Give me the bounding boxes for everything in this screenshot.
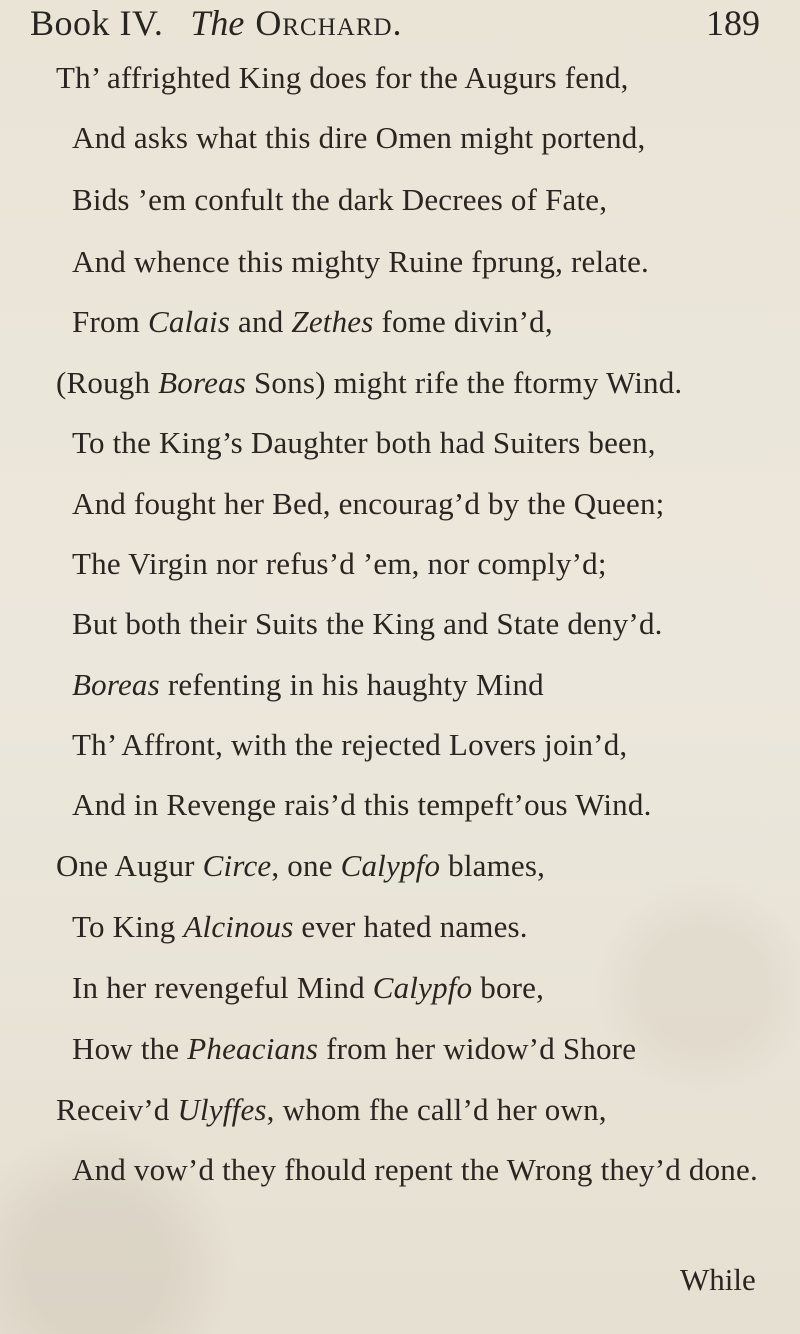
poem-line [56, 60, 629, 96]
header-left [30, 2, 403, 44]
running-header [30, 2, 790, 44]
poem-line [72, 425, 656, 461]
line-text: And in Revenge rais’d this tempeft’ous Wind. [72, 787, 652, 822]
line-text: , whom fhe call’d her own, [266, 1092, 607, 1127]
running-title-word: The [190, 3, 245, 43]
line-text: Th’ affrighted King does for the Augurs fend, [56, 60, 629, 95]
poem-line [72, 244, 649, 280]
line-text: And whence this mighty Ruine fprung, relate. [72, 244, 650, 279]
line-text: To King [72, 909, 184, 944]
line-text: But both their Suits the King and State deny’d. [72, 606, 663, 641]
line-text: From [72, 304, 148, 339]
line-text: In her revengeful Mind [72, 970, 373, 1005]
poem-line [72, 727, 627, 763]
italic-name: Boreas [158, 365, 247, 400]
poem-line [72, 909, 528, 945]
poem-line [72, 606, 663, 642]
line-text: (Rough [56, 365, 159, 400]
poem-line [72, 182, 607, 218]
page-number: 189 [706, 3, 760, 43]
italic-name: Boreas [72, 667, 160, 702]
poem-line [72, 120, 645, 156]
poem-line [72, 1152, 758, 1188]
poem-line [56, 365, 682, 401]
line-text: And fought her Bed, encourag’d by the Queen; [72, 486, 665, 521]
line-text: ever hated names. [293, 909, 528, 944]
poem-line [72, 667, 544, 703]
poem-line [72, 546, 607, 582]
line-text: Sons) might rife the ftormy Wind. [246, 365, 683, 400]
poem-line [72, 970, 544, 1006]
italic-name: Pheacians [187, 1031, 319, 1066]
line-text: Receiv’d [56, 1092, 178, 1127]
line-text: fome divin’d, [373, 304, 553, 339]
line-text: refenting in his haughty Mind [159, 667, 544, 702]
poem-line [56, 1092, 607, 1128]
poem-line [72, 787, 652, 823]
line-text: from her widow’d Shore [318, 1031, 637, 1066]
line-text: And asks what this dire Omen might portend, [72, 120, 646, 155]
italic-name: Calypfo [340, 848, 441, 883]
poem-line [72, 486, 664, 522]
poem-line [72, 1031, 636, 1067]
running-title-name: Orchard. [255, 3, 403, 43]
poem-line [72, 304, 553, 340]
line-text: The Virgin nor refus’d ’em, nor comply’d; [72, 546, 607, 581]
italic-name: Calais [147, 304, 231, 339]
italic-name: Zethes [291, 304, 374, 339]
book-number: Book IV. [30, 3, 164, 43]
line-text: To the King’s Daughter both had Suiters been, [72, 425, 656, 460]
italic-name: Circe [202, 848, 272, 883]
italic-name: Alcinous [183, 909, 294, 944]
italic-name: Ulyffes [177, 1092, 267, 1127]
catchword: While [680, 1262, 756, 1297]
line-text: blames, [440, 848, 546, 883]
line-text: How the [72, 1031, 188, 1066]
line-text: And vow’d they fhould repent the Wrong they’d done. [72, 1152, 758, 1187]
italic-name: Calypfo [372, 970, 473, 1005]
line-text: bore, [472, 970, 545, 1005]
line-text: , one [271, 848, 341, 883]
poem-line [56, 848, 545, 884]
line-text: Th’ Affront, with the rejected Lovers join’d, [72, 727, 628, 762]
line-text: and [230, 304, 292, 339]
line-text: One Augur [56, 848, 203, 883]
line-text: Bids ’em confult the dark Decrees of Fate, [72, 182, 608, 217]
